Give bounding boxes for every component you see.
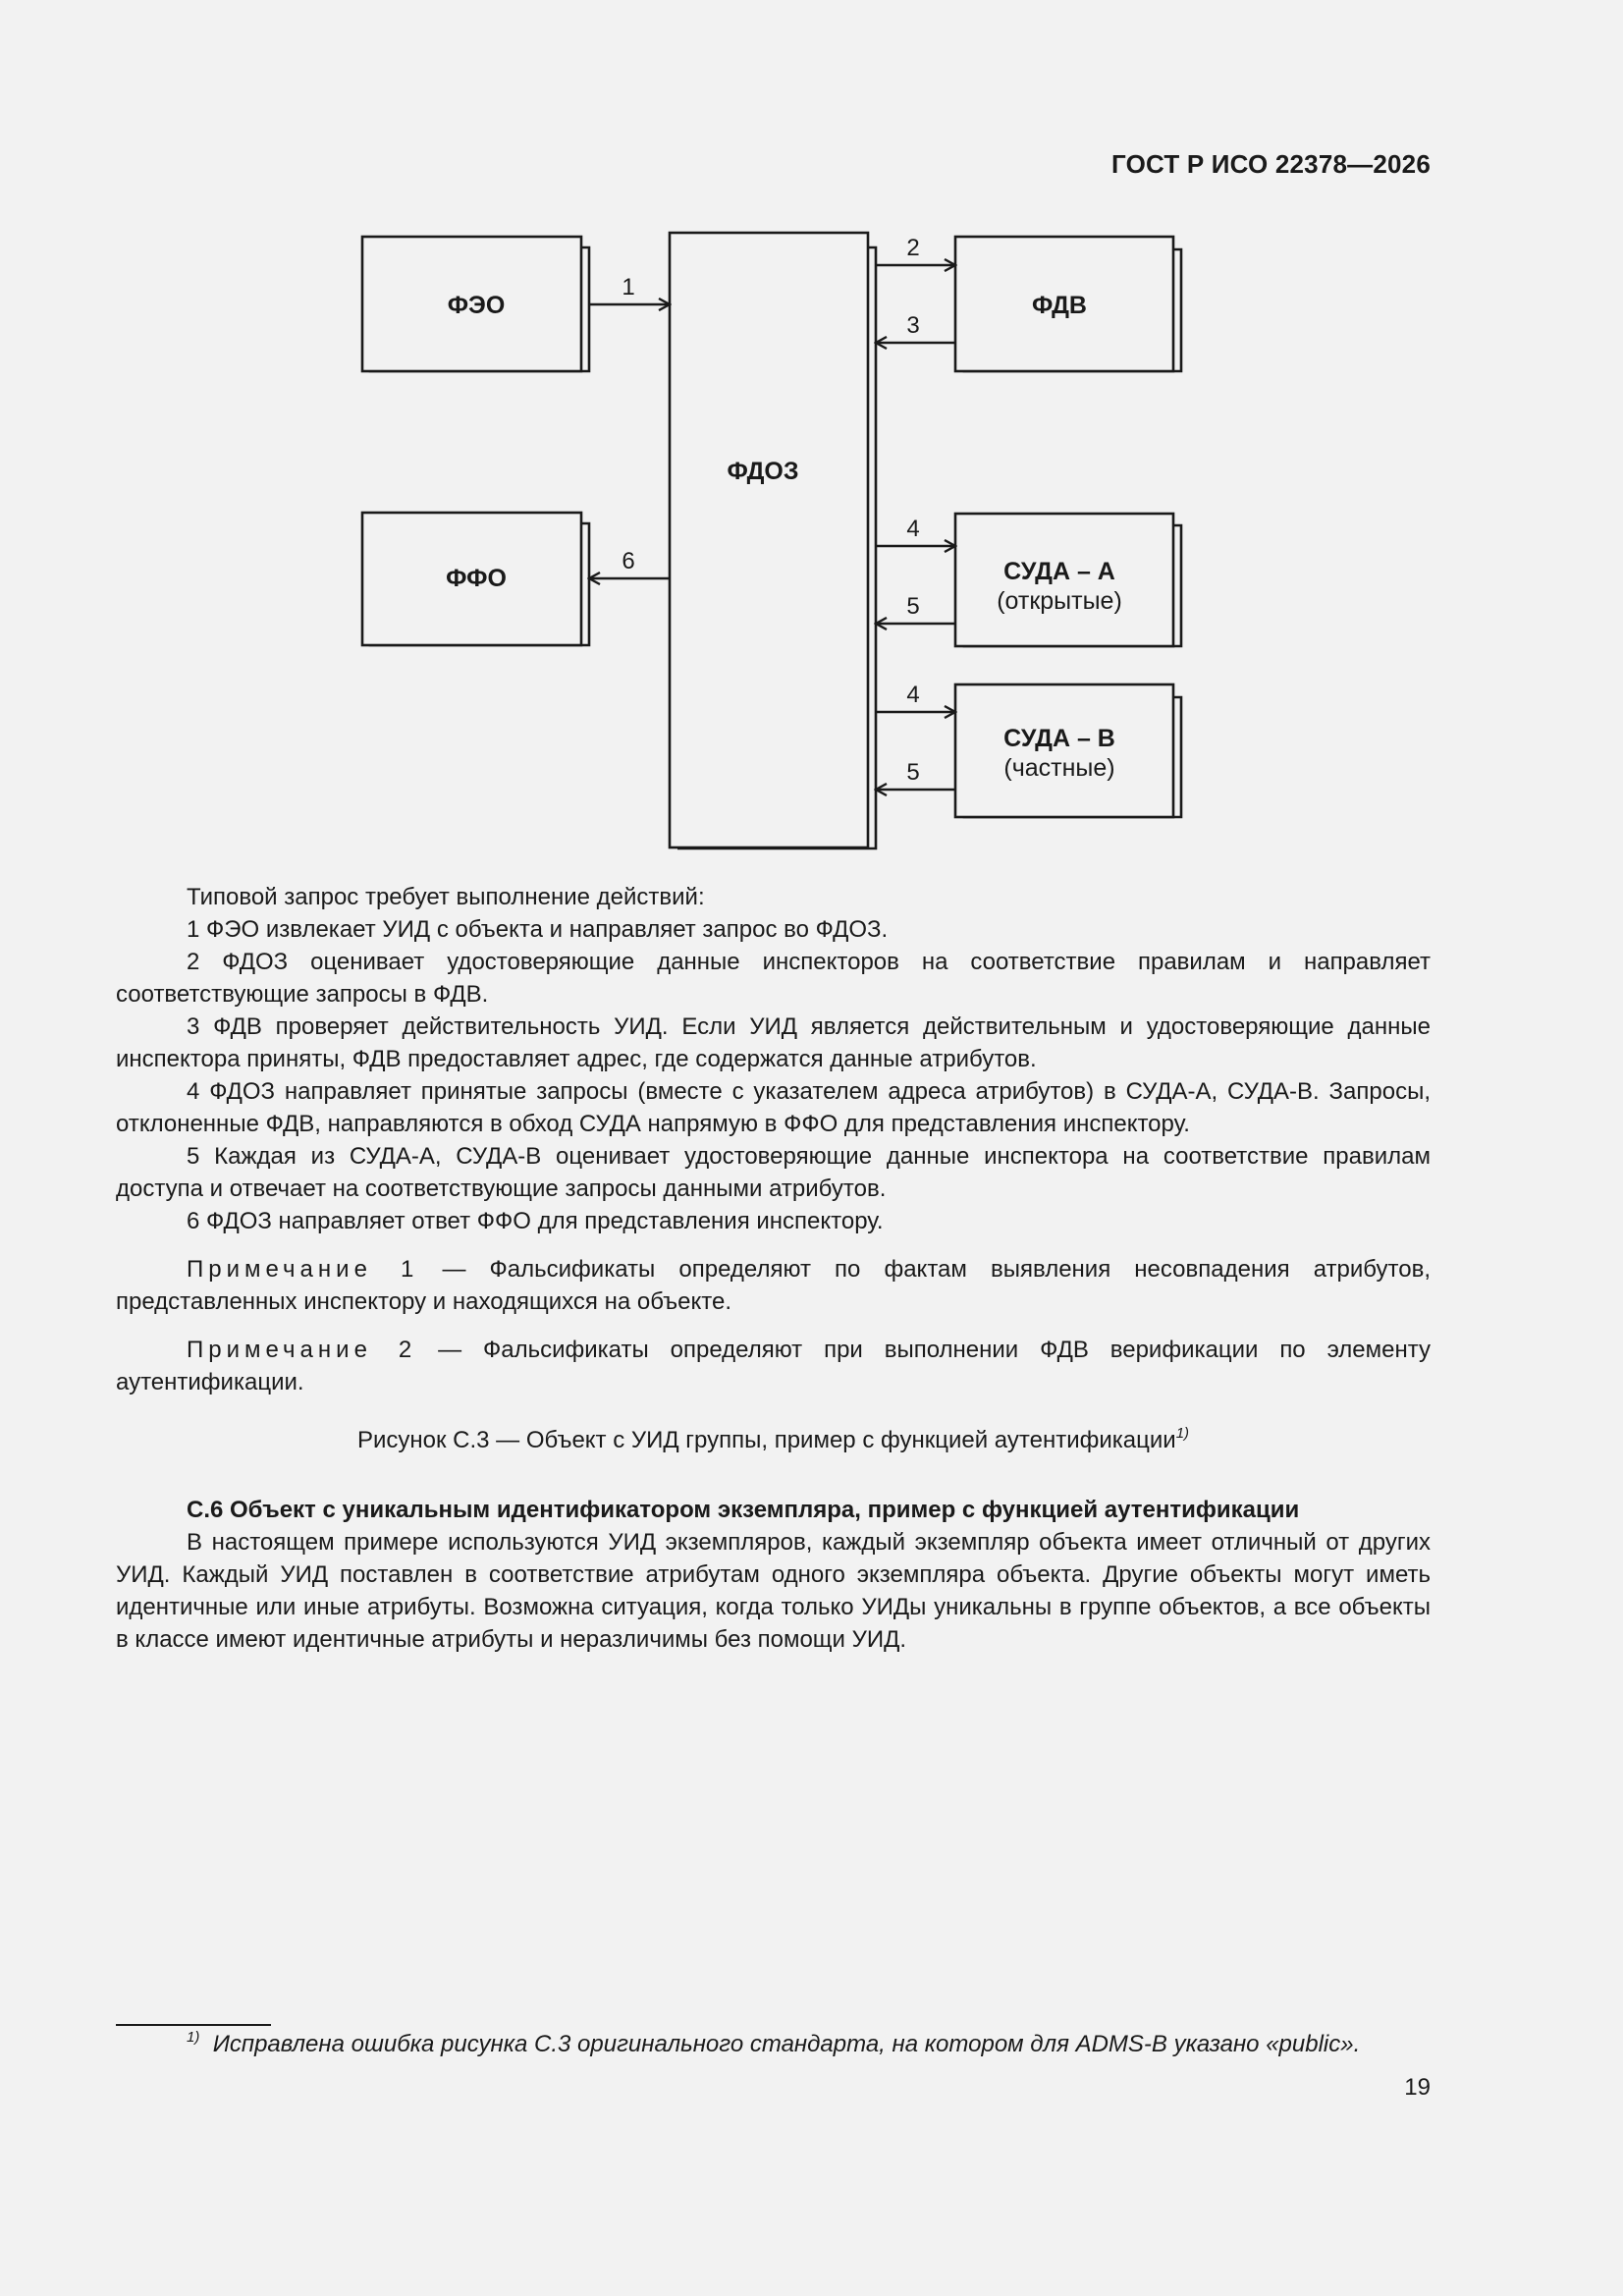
box-ffo-label: ФФО (446, 565, 507, 592)
figure-caption-text: Рисунок С.3 — Объект с УИД группы, пример с функцией аутентификации (356, 1427, 1176, 1453)
arrow-3 (876, 312, 955, 343)
box-ffo (362, 513, 589, 645)
arrow-4a (876, 516, 955, 546)
footnote-divider (116, 2024, 271, 2026)
svg-text:3: 3 (906, 312, 920, 339)
note-2-label: Примечание 2 (187, 1337, 417, 1363)
svg-text:5: 5 (906, 593, 920, 620)
svg-text:4: 4 (906, 682, 920, 708)
footnote (187, 2031, 1360, 2058)
box-feo-label: ФЭО (447, 292, 506, 319)
svg-text:5: 5 (906, 759, 920, 786)
caption-footnote-mark[interactable]: 1) (1175, 1425, 1190, 1442)
footnote-text: Исправлена ошибка рисунка С.3 оригинального стандарта, на котором для ADMS-B указано «public». (212, 2031, 1361, 2057)
step-3: 3 ФДВ проверяет действительность УИД. Если УИД является действительным и удостоверяющие данные инспектора приняты, ФДВ предоставляет адрес, где содержатся данные атрибутов. (116, 1013, 1431, 1072)
page-number: 19 (1404, 2074, 1431, 2101)
arrow-4b (876, 682, 955, 712)
document-header: ГОСТ Р ИСО 22378—2026 (1110, 149, 1431, 179)
step-6: 6 ФДОЗ направляет ответ ФФО для представления инспектору. (187, 1208, 884, 1234)
arrow-5b (876, 759, 955, 790)
box-suda-a (955, 514, 1181, 646)
box-fdv-label: ФДВ (1032, 292, 1087, 319)
svg-text:1: 1 (622, 274, 635, 301)
section-paragraph: В настоящем примере используются УИД экземпляров, каждый экземпляр объекта имеет отличный от других УИД. Каждый УИД поставлен в соответствие атрибутам одного экземпляра объекта. Другие объекты могут иметь идентичные или иные атрибуты. Возможна ситуация, когда только УИДы уникальны в группе объектов, а все объекты в классе имеют идентичные атрибуты и неразличимы без помощи УИД. (116, 1529, 1431, 1653)
step-4: 4 ФДОЗ направляет принятые запросы (вместе с указателем адреса атрибутов) в СУДА-A, СУДА-B. Запросы, отклоненные ФДВ, направляются в обход СУДА напрямую в ФФО для представления инспектору. (116, 1078, 1431, 1137)
box-fdv (955, 237, 1181, 371)
box-suda-a-sub: (открытые) (997, 587, 1122, 615)
figure-caption (116, 1424, 1431, 1456)
note-1-text: — Фальсификаты определяют по фактам выявления несовпадения атрибутов, представленных инспектору и находящихся на объекте. (116, 1256, 1431, 1315)
svg-text:6: 6 (622, 548, 635, 574)
footnote-mark: 1) (187, 2029, 200, 2046)
box-suda-a-title: СУДА – A (1003, 558, 1115, 585)
step-2: 2 ФДОЗ оценивает удостоверяющие данные инспекторов на соответствие правилам и направляет соответствующие запросы в ФДВ. (116, 949, 1431, 1008)
arrow-1 (589, 274, 670, 304)
box-fdoz-label: ФДОЗ (727, 458, 799, 485)
arrow-6 (589, 548, 670, 578)
box-suda-b-title: СУДА – B (1003, 725, 1115, 752)
section-title: С.6 Объект с уникальным идентификатором экземпляра, пример с функцией аутентификации (187, 1497, 1300, 1523)
box-fdoz (670, 233, 876, 848)
svg-text:2: 2 (906, 235, 920, 261)
box-suda-b-sub: (частные) (1003, 754, 1115, 782)
step-1: 1 ФЭО извлекает УИД с объекта и направляет запрос во ФДОЗ. (187, 916, 889, 943)
box-suda-b (955, 684, 1181, 817)
note-1 (116, 1253, 1431, 1318)
arrow-5a (876, 593, 955, 624)
arrow-2 (876, 235, 955, 265)
body-text (116, 881, 1431, 1656)
note-2-text: — Фальсификаты определяют при выполнении ФДВ верификации по элементу аутентификации. (116, 1337, 1431, 1395)
note-1-label: Примечание 1 (187, 1256, 419, 1283)
svg-text:4: 4 (906, 516, 920, 542)
step-5: 5 Каждая из СУДА-A, СУДА-B оценивает удостоверяющие данные инспектора на соответствие правилам доступа и отвечает на соответствующие запросы данными атрибутов. (116, 1143, 1431, 1202)
note-2 (116, 1334, 1431, 1398)
flow-diagram (0, 0, 1623, 864)
intro-line: Типовой запрос требует выполнение действий: (187, 884, 705, 910)
box-feo (362, 237, 589, 371)
